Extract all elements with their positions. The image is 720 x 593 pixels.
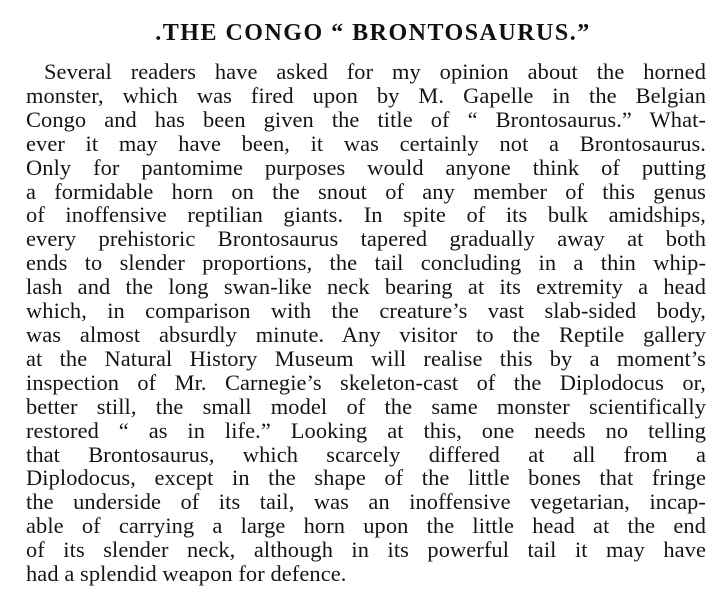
article (26, 18, 706, 586)
text-line: restored “ as in life.” Looking at this, one needs no telling (26, 417, 706, 443)
text-line: of inoffensive reptilian giants. In spite of its bulk amidships, (26, 202, 706, 228)
text-line: that Brontosaurus, which scarcely differed at all from a (26, 441, 706, 467)
text-line: of its slender neck, although in its powerful tail it may have (26, 537, 706, 563)
text-line: inspection of Mr. Carnegie’s skeleton-cast of the Diplodocus or, (26, 369, 706, 395)
text-line: every prehistoric Brontosaurus tapered gradually away at both (26, 226, 706, 252)
text-line: at the Natural History Museum will realise this by a moment’s (26, 345, 706, 371)
text-line: Diplodocus, except in the shape of the little bones that fringe (26, 465, 706, 491)
article-body (26, 60, 706, 586)
text-line: had a splendid weapon for defence. (26, 561, 347, 587)
text-line: better still, the small model of the same monster scientifically (26, 393, 706, 419)
text-line: Congo and has been given the title of “ Brontosaurus.” What- (26, 106, 706, 132)
text-line: ends to slender proportions, the tail concluding in a thin whip- (26, 250, 706, 276)
text-line: able of carrying a large horn upon the little head at the end (26, 513, 706, 539)
text-line: ever it may have been, it was certainly not a Brontosaurus. (26, 130, 706, 156)
text-line: the underside of its tail, was an inoffensive vegetarian, incap- (26, 489, 706, 515)
article-title: .THE CONGO “ BRONTOSAURUS.” (155, 20, 591, 46)
text-line: was almost absurdly minute. Any visitor to the Reptile gallery (26, 321, 706, 347)
text-line: which, in comparison with the creature’s vast slab-sided body, (26, 298, 706, 324)
text-line: lash and the long swan-like neck bearing at its extremity a head (26, 274, 706, 300)
text-line: Only for pantomime purposes would anyone think of putting (26, 154, 706, 180)
text-line: a formidable horn on the snout of any member of this genus (26, 178, 706, 204)
text-line: Several readers have asked for my opinion about the horned (44, 59, 706, 84)
text-line: monster, which was fired upon by M. Gapelle in the Belgian (26, 82, 706, 108)
